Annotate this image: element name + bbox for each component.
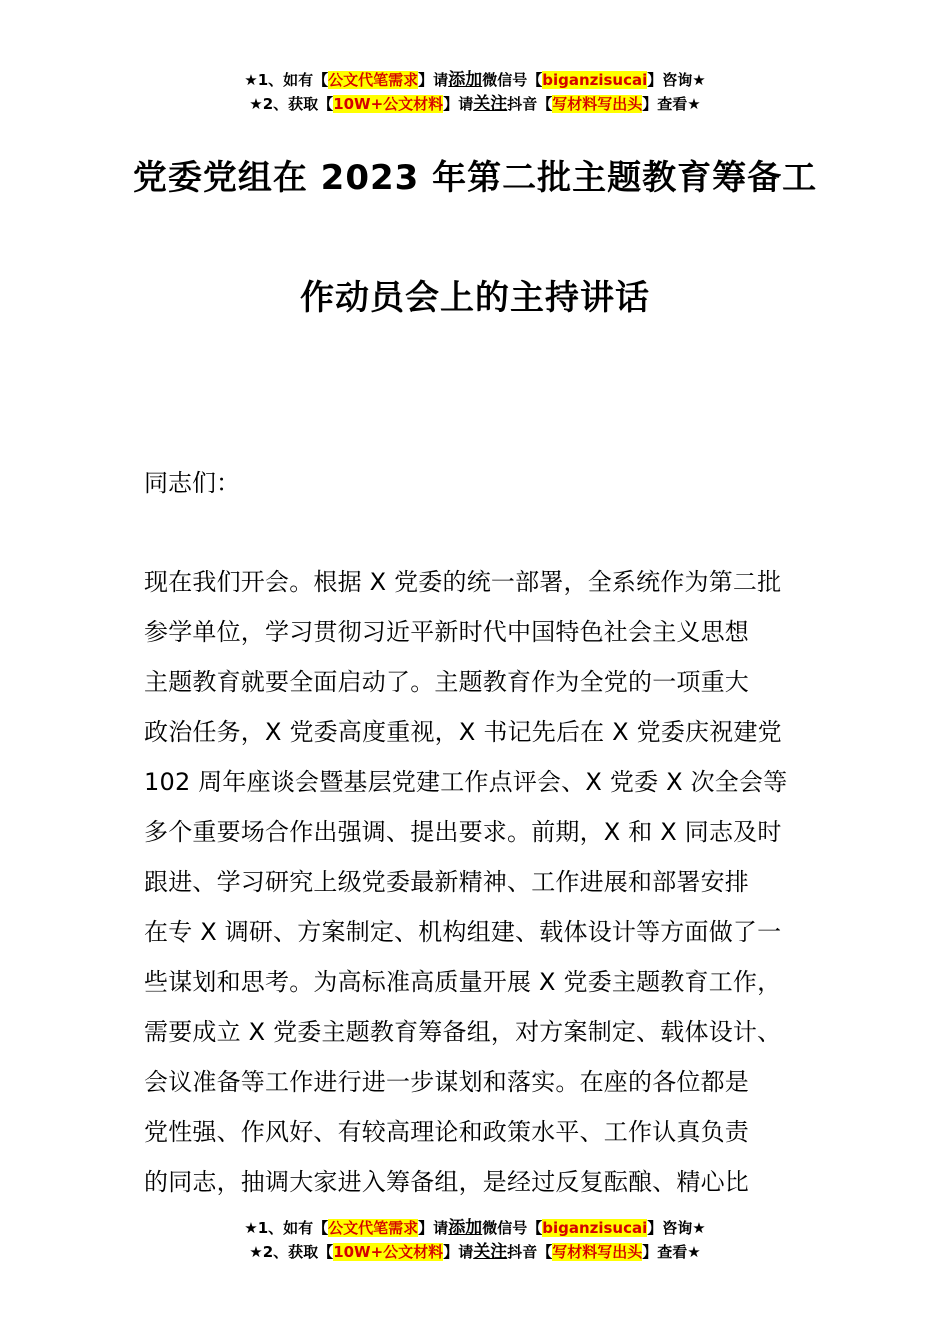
body-line: 跟进、学习研究上级党委最新精神、工作进展和部署安排 [144,868,749,896]
promo-text: 】查看★ [642,95,701,113]
promo-highlight-douyin: 写材料写出头 [552,95,643,113]
body-line: 会议准备等工作进行进一步谋划和落实。在座的各位都是 [144,1068,749,1096]
promo-banner-top [0,68,950,116]
promo-emphasis-follow: 关注 [473,1242,508,1262]
promo-text: 】咨询★ [647,1219,706,1237]
promo-highlight-douyin: 写材料写出头 [552,1243,643,1261]
body-line: 参学单位，学习贯彻习近平新时代中国特色社会主义思想 [144,618,749,646]
body-paragraph [144,560,809,1210]
salutation: 同志们： [144,469,240,497]
promo-highlight-materials: 10W+公文材料 [333,95,444,113]
promo-line-2 [0,1240,950,1264]
body-line: 党性强、作风好、有较高理论和政策水平、工作认真负责 [144,1118,749,1146]
body-line: 需要成立 X 党委主题教育筹备组，对方案制定、载体设计、 [144,1018,782,1046]
promo-text: ★2、获取【 [249,95,334,113]
promo-text: 抖音【 [507,1243,553,1261]
body-line: 些谋划和思考。为高标准高质量开展 X 党委主题教育工作， [144,968,782,996]
body-line: 政治任务，X 党委高度重视，X 书记先后在 X 党委庆祝建党 [144,718,782,746]
body-line: 多个重要场合作出强调、提出要求。前期，X 和 X 同志及时 [144,818,782,846]
promo-highlight-materials: 10W+公文材料 [333,1243,444,1261]
promo-text: 】咨询★ [647,71,706,89]
promo-highlight-wechat-id: biganzisucai [542,1219,648,1237]
promo-text: 】请 [418,1219,449,1237]
promo-text: ★2、获取【 [249,1243,334,1261]
promo-line-2 [0,92,950,116]
promo-text: ★1、如有【 [244,1219,329,1237]
promo-emphasis-add: 添加 [448,1218,483,1238]
promo-line-1 [0,1216,950,1240]
promo-highlight-wechat-id: biganzisucai [542,71,648,89]
promo-text: 】请 [443,1243,474,1261]
promo-text: ★1、如有【 [244,71,329,89]
body-line: 在专 X 调研、方案制定、机构组建、载体设计等方面做了一 [144,918,782,946]
promo-text: 】查看★ [642,1243,701,1261]
promo-text: 】请 [418,71,449,89]
promo-emphasis-add: 添加 [448,70,483,90]
body-line: 现在我们开会。根据 X 党委的统一部署，全系统作为第二批 [144,568,782,596]
promo-text: 抖音【 [507,95,553,113]
promo-text: 】请 [443,95,474,113]
promo-text: 微信号【 [482,1219,543,1237]
body-line: 主题教育就要全面启动了。主题教育作为全党的一项重大 [144,668,749,696]
document-title-line-2: 作动员会上的主持讲话 [300,278,650,318]
document-title-line-1: 党委党组在 2023 年第二批主题教育筹备工 [132,158,818,198]
promo-highlight-service: 公文代笔需求 [328,71,419,89]
body-line: 102 周年座谈会暨基层党建工作点评会、X 党委 X 次全会等 [144,768,788,796]
promo-emphasis-follow: 关注 [473,94,508,114]
body-line: 的同志，抽调大家进入筹备组，是经过反复酝酿、精心比 [144,1168,749,1196]
promo-line-1 [0,68,950,92]
promo-text: 微信号【 [482,71,543,89]
promo-banner-bottom [0,1216,950,1264]
promo-highlight-service: 公文代笔需求 [328,1219,419,1237]
